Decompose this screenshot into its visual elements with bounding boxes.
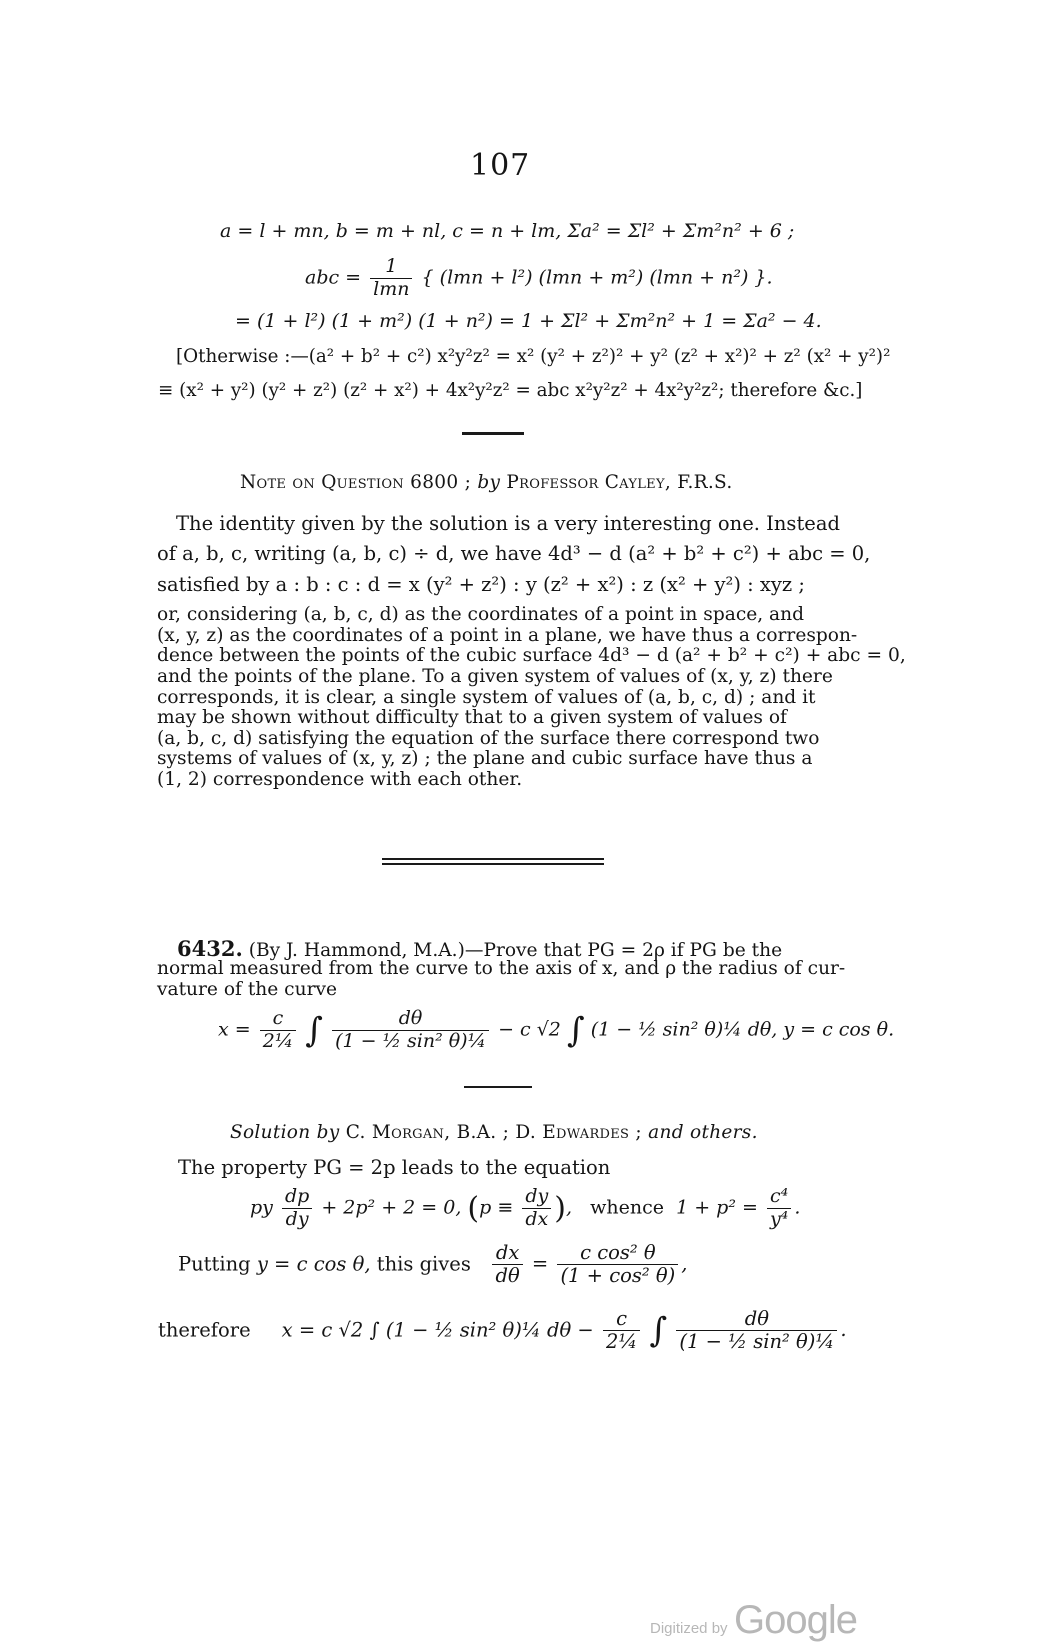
- fraction-denominator: (1 − ½ sin² θ)¼: [335, 1029, 487, 1052]
- note-heading-prefix: Note on Question: [240, 472, 404, 493]
- fraction-denominator: dθ: [495, 1264, 520, 1288]
- note-line: corresponds, it is clear, a single system of values of (a, b, c, d) ; and it: [157, 687, 816, 708]
- eq-py: py: [250, 1196, 273, 1219]
- fraction-denominator: y⁴: [769, 1207, 789, 1230]
- fraction-denominator: 2¼: [262, 1029, 294, 1052]
- note-line: may be shown without difficulty that to a given system of values of: [157, 707, 787, 728]
- fraction: [332, 1008, 489, 1053]
- fraction-numerator: c⁴: [767, 1186, 791, 1209]
- question-line-3: vature of the curve: [157, 979, 337, 1000]
- fraction-numerator: c cos² θ: [557, 1242, 678, 1265]
- eq-tail: (1 − ½ sin² θ)¼ dθ, y = c cos θ.: [590, 1018, 895, 1041]
- equation-rhs: { (lmn + l²) (lmn + m²) (lmn + n²) }.: [421, 266, 773, 289]
- putting-line: Putting y = c cos θ, this gives $\frac{dx}{d\theta}$ = $\frac{\text{c cos² θ}}{\text{(1 + cos² θ)}}$ ,: [178, 1241, 688, 1288]
- double-divider-bottom: [382, 863, 604, 865]
- fraction-numerator: dθ: [332, 1008, 489, 1031]
- short-divider: [462, 432, 524, 435]
- note-heading-number: 6800 ;: [403, 472, 478, 493]
- fraction: [557, 1242, 678, 1288]
- fraction-numerator: 1: [370, 256, 412, 279]
- solution-heading-by: Solution by: [230, 1122, 340, 1143]
- note-line: dence between the points of the cubic surface 4d³ − d (a² + b² + c²) + abc = 0,: [157, 645, 906, 666]
- note-line: (a, b, c, d) satisfying the equation of the surface there correspond two: [157, 728, 820, 749]
- equation-lhs: abc =: [305, 266, 368, 289]
- eq-whence: whence: [590, 1196, 664, 1219]
- note-heading: [240, 472, 733, 493]
- note-line: or, considering (a, b, c, d) as the coordinates of a point in space, and: [157, 604, 805, 625]
- google-watermark: [650, 1598, 857, 1643]
- equation-line-1: a = l + mn, b = m + nl, c = n + lm, Σa² = Σl² + Σm²n² + 6 ;: [220, 220, 795, 242]
- eq-x: x =: [218, 1018, 251, 1041]
- double-divider-top: [382, 858, 604, 860]
- question-number: 6432.: [177, 936, 243, 961]
- fraction: [282, 1186, 312, 1231]
- solution-heading-tail: and others.: [648, 1122, 758, 1143]
- eq-middle: + 2p² + 2 = 0,: [321, 1196, 462, 1219]
- fraction: [370, 256, 412, 301]
- short-divider: [464, 1086, 532, 1088]
- fraction-numerator: dy: [522, 1186, 551, 1209]
- google-logo: Google: [734, 1598, 857, 1642]
- otherwise-line-2: ≡ (x² + y²) (y² + z²) (z² + x²) + 4x²y²z² = abc x²y²z² + 4x²y²z²; therefore &c.]: [158, 380, 863, 401]
- putting-word: Putting: [178, 1252, 251, 1276]
- integral-sign: ∫: [566, 1010, 585, 1051]
- digitized-label: Digitized by: [650, 1620, 728, 1637]
- fraction-numerator: dθ: [676, 1308, 837, 1331]
- question-text: (By J. Hammond, M.A.)—Prove that PG = 2ρ if PG be the: [248, 940, 783, 961]
- therefore-line: therefore x = c √2 ∫ (1 − ½ sin² θ)¼ dθ − $\frac{c}{\text{2¼}}$ ∫ $\frac{d\theta}{\text{(1 − ½ sin² θ)¼}}$ .: [158, 1307, 847, 1354]
- fraction: [676, 1308, 837, 1354]
- equation-line-2: [305, 256, 773, 301]
- fraction-denominator: dy: [285, 1207, 309, 1230]
- note-line: and the points of the plane. To a given system of values of (x, y, z) there: [157, 666, 833, 687]
- solution-heading: [230, 1122, 758, 1143]
- note-line: The identity given by the solution is a very interesting one. Instead: [176, 512, 840, 535]
- therefore-word: therefore: [158, 1318, 251, 1342]
- fraction: [492, 1242, 522, 1288]
- page-number: 107: [470, 148, 531, 183]
- note-line: (1, 2) correspondence with each other.: [157, 769, 523, 790]
- note-line: satisfied by a : b : c : d = x (y² + z²) : y (z² + x²) : z (x² + y²) : xyz ;: [157, 573, 805, 596]
- fraction-denominator: lmn: [373, 277, 410, 300]
- fraction-denominator: 2¼: [605, 1330, 638, 1354]
- note-heading-by: by: [477, 472, 501, 493]
- integral-sign: ∫: [305, 1010, 324, 1051]
- question-line-2: normal measured from the curve to the axis of x, and ρ the radius of cur-: [157, 958, 846, 979]
- putting-substitution: y = c cos θ,: [256, 1252, 371, 1276]
- solution-line-1: The property PG = 2p leads to the equation: [178, 1156, 611, 1179]
- fraction-denominator: (1 + cos² θ): [560, 1264, 676, 1288]
- fraction-denominator: dx: [525, 1207, 549, 1230]
- fraction: [522, 1186, 551, 1231]
- equation-line-3: = (1 + l²) (1 + m²) (1 + n²) = 1 + Σl² + Σm²n² + 1 = Σa² − 4.: [235, 310, 822, 332]
- fraction: [603, 1308, 640, 1354]
- eq-rhs: 1 + p² =: [676, 1196, 758, 1219]
- putting-gives: this gives: [376, 1252, 471, 1276]
- note-line: systems of values of (x, y, z) ; the plane and cubic surface have thus a: [157, 748, 813, 769]
- eq-middle: − c √2: [498, 1018, 561, 1041]
- fraction-denominator: (1 − ½ sin² θ)¼: [679, 1330, 835, 1354]
- question-equation: [218, 1008, 894, 1053]
- fraction-numerator: c: [603, 1308, 640, 1331]
- therefore-equation: x = c √2 ∫ (1 − ½ sin² θ)¼ dθ −: [281, 1318, 594, 1342]
- eq-p-def: p ≡: [479, 1196, 514, 1219]
- note-heading-author: Professor Cayley, F.R.S.: [500, 472, 733, 493]
- solution-equation-1: py $\frac{dp}{dy}$ + 2p² + 2 = 0, (p ≡ $\frac{dy}{dx}$ ), whence 1 + p² = $\frac{\text{c⁴}}{\text{y⁴}}$ .: [250, 1185, 801, 1230]
- fraction-numerator: c: [260, 1008, 297, 1031]
- note-line: of a, b, c, writing (a, b, c) ÷ d, we have 4d³ − d (a² + b² + c²) + abc = 0,: [157, 542, 871, 565]
- otherwise-line-1: [Otherwise :—(a² + b² + c²) x²y²z² = x² (y² + z²)² + y² (z² + x²)² + z² (x² + y²)²: [176, 346, 891, 367]
- solution-heading-names: C. Morgan, B.A. ; D. Edwardes ;: [339, 1122, 649, 1143]
- fraction: [260, 1008, 297, 1053]
- note-line: (x, y, z) as the coordinates of a point in a plane, we have thus a correspon-: [157, 625, 858, 646]
- fraction-numerator: dp: [282, 1186, 312, 1209]
- integral-sign: ∫: [649, 1310, 668, 1351]
- fraction: [767, 1186, 791, 1231]
- fraction-numerator: dx: [492, 1242, 522, 1265]
